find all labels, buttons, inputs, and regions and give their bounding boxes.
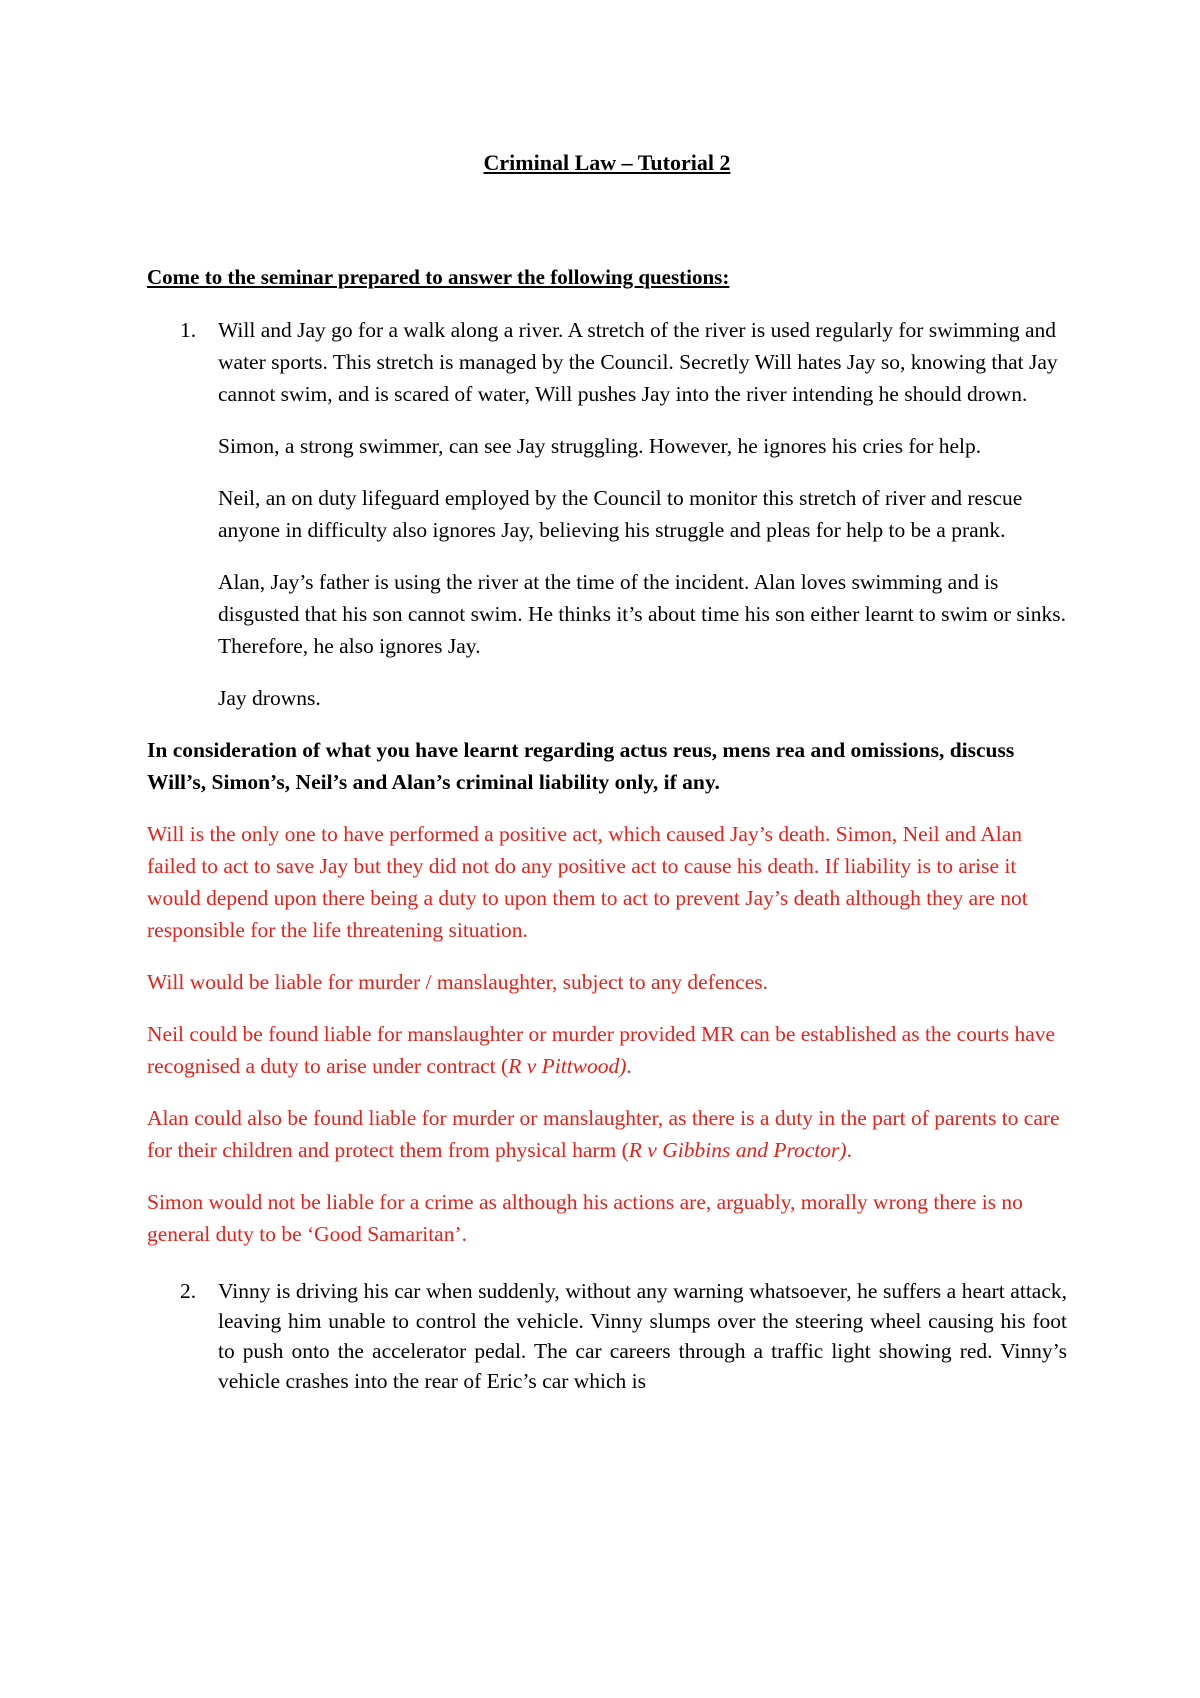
answer-paragraph-neil	[147, 1018, 1067, 1082]
seminar-heading: Come to the seminar prepared to answer the following questions:	[147, 265, 730, 289]
answer-neil-end: .	[626, 1054, 632, 1078]
answer-paragraph-will: Will would be liable for murder / manslaughter, subject to any defences.	[147, 970, 768, 994]
case-citation-pittwood: R v Pittwood)	[508, 1054, 627, 1078]
question-1-paragraph: Jay drowns.	[218, 686, 321, 710]
question-1-paragraph: Alan, Jay’s father is using the river at the time of the incident. Alan loves swimming and is disgusted that his son cannot swim. He thinks it’s about time his son either learnt to swim or sinks. Therefore, he also ignores Jay.	[218, 570, 1066, 658]
question-2	[147, 1276, 1067, 1396]
question-1	[147, 314, 1067, 714]
answer-paragraph-alan	[147, 1102, 1067, 1166]
question-1-paragraph: Will and Jay go for a walk along a river. A stretch of the river is used regularly for swimming and water sports. This stretch is managed by the Council. Secretly Will hates Jay so, knowing that Jay cannot swim, and is scared of water, Will pushes Jay into the river intending he should drown.	[218, 318, 1058, 406]
question-1-instruction: In consideration of what you have learnt regarding actus reus, mens rea and omissions, discuss Will’s, Simon’s, Neil’s and Alan’s criminal liability only, if any.	[147, 738, 1015, 794]
question-2-number: 2.	[180, 1279, 197, 1303]
question-1-paragraph: Neil, an on duty lifeguard employed by the Council to monitor this stretch of river and rescue anyone in difficulty also ignores Jay, believing his struggle and pleas for help to be a prank.	[218, 486, 1023, 542]
question-1-paragraph: Simon, a strong swimmer, can see Jay struggling. However, he ignores his cries for help.	[218, 434, 982, 458]
case-citation-gibbins-proctor: R v Gibbins and Proctor)	[628, 1138, 847, 1162]
question-1-body	[218, 314, 1067, 714]
answer-alan-text: Alan could also be found liable for murder or manslaughter, as there is a duty in the part of parents to care for their children and protect them from physical harm (	[147, 1106, 1060, 1162]
answer-neil-text: Neil could be found liable for manslaughter or murder provided MR can be established as the courts have recognised a duty to arise under contract (	[147, 1022, 1056, 1078]
answer-alan-end: .	[846, 1138, 852, 1162]
answer-paragraph-positive-act: Will is the only one to have performed a positive act, which caused Jay’s death. Simon, Neil and Alan failed to act to save Jay but they did not do any positive act to cause his death. If liability is to arise it would depend upon there being a duty to upon them to act to prevent Jay’s death although they are not responsible for the life threatening situation.	[147, 822, 1028, 942]
document-title: Criminal Law – Tutorial 2	[483, 150, 731, 175]
question-1-number: 1.	[180, 318, 197, 342]
document-content	[147, 148, 1067, 1396]
question-2-body: Vinny is driving his car when suddenly, without any warning whatsoever, he suffers a heart attack, leaving him unable to control the vehicle. Vinny slumps over the steering wheel causing his foot to push onto the accelerator pedal. The car careers through a traffic light showing red. Vinny’s vehicle crashes into the rear of Eric’s car which is	[218, 1279, 1067, 1393]
answer-paragraph-simon: Simon would not be liable for a crime as although his actions are, arguably, morally wrong there is no general duty to be ‘Good Samaritan’.	[147, 1190, 1023, 1246]
